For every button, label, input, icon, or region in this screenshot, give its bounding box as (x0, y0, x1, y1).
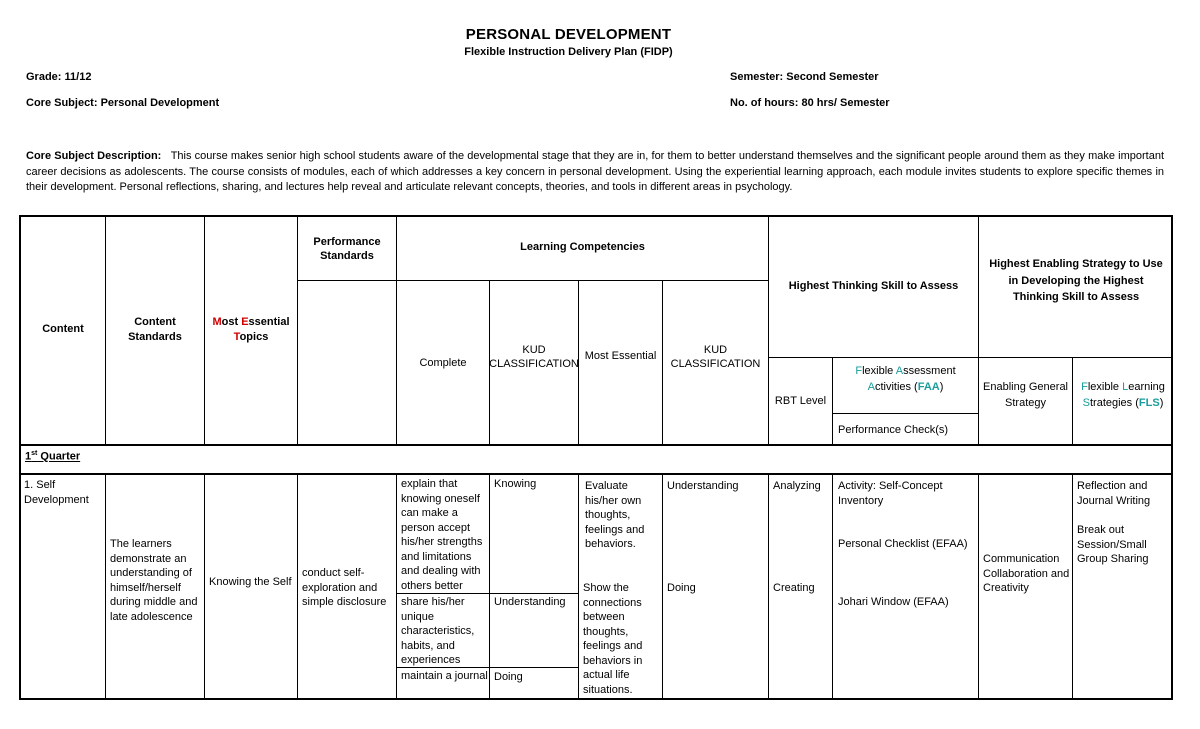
document-subtitle: Flexible Instruction Delivery Plan (FIDP) (464, 46, 673, 58)
header-most-essential-topics (205, 215, 297, 444)
header-text: opics (239, 330, 269, 343)
header-highest-enabling-strategy: Highest Enabling Strategy to Use in Developing the Highest Thinking Skill to Assess (989, 258, 1163, 304)
row-divider (19, 473, 1173, 475)
col-divider (768, 475, 769, 700)
header-enabling-general-strategy: Enabling General Strategy (983, 381, 1069, 409)
semester-label: Semester: Second Semester (730, 71, 879, 83)
col-divider (1072, 475, 1073, 700)
cell-faa-3: Johari Window (EFAA) (838, 596, 949, 608)
header-text: ) (1159, 397, 1164, 409)
teal-abbr: FAA (917, 381, 940, 393)
document-title: PERSONAL DEVELOPMENT (465, 26, 672, 43)
cell-content-standards: The learners demonstrate an understanding of himself/herself during middle and late adolescence (110, 538, 198, 623)
subrow-divider (396, 593, 578, 594)
cell-complete-2: share his/her unique characteristics, habits, and experiences (401, 596, 475, 666)
header-performance-checks: Performance Check(s) (838, 424, 949, 436)
teal-initial: F (1081, 381, 1088, 393)
cell-topic: Knowing the Self (209, 576, 292, 588)
description-label: Core Subject Description: (26, 150, 162, 162)
row-divider (832, 413, 978, 414)
header-kud-classification-2: KUD CLASSIFICATION (670, 343, 761, 370)
row-divider (297, 280, 768, 281)
teal-initial: L (1122, 381, 1129, 393)
teal-abbr: FLS (1138, 397, 1160, 409)
header-flexible-learning-strategies (1073, 378, 1173, 412)
red-initial: E (241, 316, 249, 328)
cell-rbt-2: Creating (773, 582, 815, 594)
header-text: ssential (248, 316, 290, 328)
teal-initial: A (867, 381, 875, 393)
quarter-text: Quarter (37, 450, 81, 463)
header-text: ssessment (903, 365, 956, 377)
cell-complete-3: maintain a journal (401, 670, 488, 682)
row-divider (19, 444, 1173, 446)
header-text: ) (939, 381, 944, 393)
cell-complete-1: explain that knowing oneself can make a person accept his/her strengths and limitations and dealing with others better (401, 478, 483, 592)
header-performance-standards: Performance Standards (313, 235, 381, 262)
col-divider (662, 475, 663, 700)
red-initial: T (233, 330, 240, 343)
header-content: Content (42, 323, 84, 336)
header-text: lexible (862, 365, 896, 377)
cell-faa-2: Personal Checklist (EFAA) (838, 538, 968, 550)
cell-fls-1: Reflection and Journal Writing (1077, 480, 1151, 507)
cell-kud2-1: Understanding (667, 480, 739, 492)
cell-rbt-1: Analyzing (773, 480, 821, 492)
cell-fls-2: Break out Session/Small Group Sharing (1077, 524, 1149, 565)
cell-content: 1. Self Development (24, 479, 89, 506)
core-subject-label: Core Subject: Personal Development (26, 97, 220, 109)
cell-performance-standard: conduct self-exploration and simple disclosure (302, 567, 387, 608)
header-text: earning (1128, 381, 1165, 393)
col-divider (978, 475, 979, 700)
header-text: ctivities ( (874, 381, 918, 393)
red-initial: M (212, 316, 222, 328)
header-kud-classification-1: KUD CLASSIFICATION (489, 343, 579, 370)
teal-initial: A (895, 365, 904, 377)
subject-description (26, 149, 1164, 196)
header-highest-thinking-skill: Highest Thinking Skill to Assess (788, 279, 959, 292)
header-text: trategies ( (1089, 397, 1139, 409)
cell-enabling-general: Communication Collaboration and Creativity (983, 553, 1070, 594)
cell-kud-3: Doing (494, 671, 523, 683)
header-flexible-assessment-activities (833, 362, 978, 396)
teal-initial: S (1082, 397, 1090, 409)
header-text: ost (221, 316, 242, 328)
header-text: lexible (1087, 381, 1123, 393)
cell-most-essential-1: Evaluate his/her own thoughts, feelings and behaviors. (585, 480, 645, 550)
cell-kud-1: Knowing (494, 478, 537, 490)
grade-label: Grade: 11/12 (26, 71, 92, 83)
quarter-number: 1 (25, 450, 32, 463)
header-complete: Complete (419, 356, 467, 369)
hours-label: No. of hours: 80 hrs/ Semester (730, 97, 890, 109)
col-divider (105, 475, 106, 700)
cell-faa-1: Activity: Self-Concept Inventory (838, 480, 943, 507)
quarter-ordinal: st (31, 450, 38, 457)
cell-kud-2: Understanding (494, 596, 566, 608)
teal-initial: F (855, 365, 863, 377)
header-content-standards: Content Standards (128, 316, 182, 343)
description-text: This course makes senior high school students aware of the developmental stage that they are in, for them to better understand themselves and the significant people around them as they make important career decisions as adolescents. The course consists of modules, each of which addresses a key concern in personal development. Using the experiential learning approach, each module invites students to explore specific themes in their development. Personal reflections, sharing, and lectures help reveal and articulate relevant concepts, theories, and tools in different areas in psychology. (26, 150, 1164, 193)
header-learning-competencies: Learning Competencies (520, 241, 645, 254)
quarter-label (25, 447, 225, 467)
col-divider (204, 475, 205, 700)
cell-most-essential-2: Show the connections between thoughts, feelings and behaviors in actual life situations. (583, 582, 643, 696)
col-divider (578, 475, 579, 700)
header-most-essential: Most Essential (584, 349, 657, 362)
header-rbt-level: RBT Level (774, 394, 827, 407)
col-divider (832, 475, 833, 700)
cell-kud2-2: Doing (667, 582, 696, 594)
